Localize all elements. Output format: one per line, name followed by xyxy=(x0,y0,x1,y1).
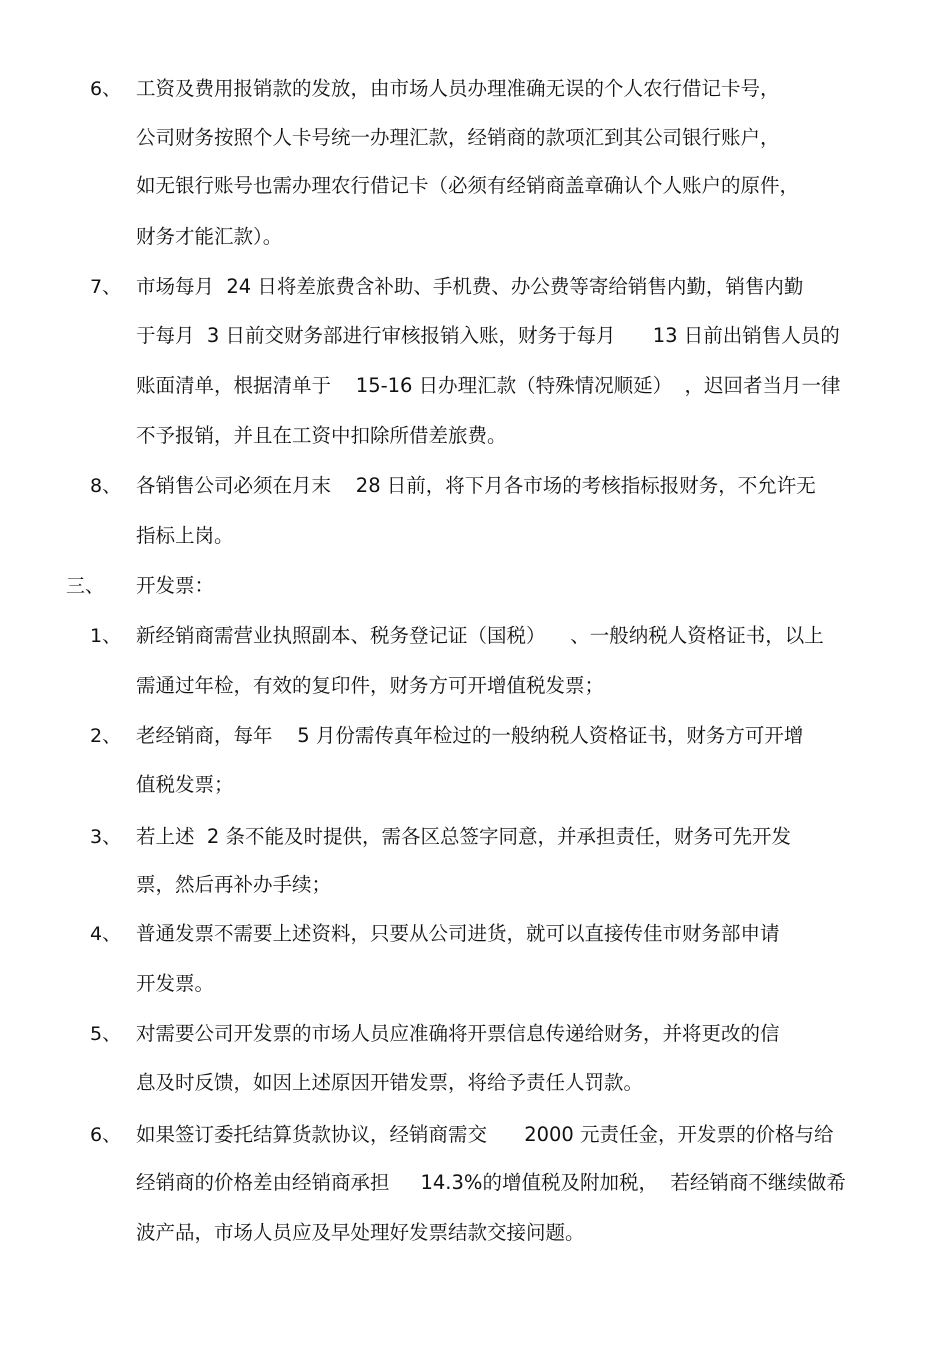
item-number: 5、 xyxy=(90,1023,122,1045)
item-text-line: 息及时反馈，如因上述原因开错发票，将给予责任人罚款。 xyxy=(136,1071,644,1094)
item-text-line: 普通发票不需要上述资料，只要从公司进货，就可以直接传佳市财务部申请 xyxy=(136,922,780,945)
item-text-line: 对需要公司开发票的市场人员应准确将开票信息传递给财务，并将更改的信 xyxy=(136,1022,780,1045)
section-number: 三、 xyxy=(66,575,105,597)
item-text-line: 如无银行账号也需办理农行借记卡（必须有经销商盖章确认个人账户的原件， xyxy=(136,174,800,197)
item-text-line: 财务才能汇款）。 xyxy=(136,225,283,248)
item-text-line: 于每月 3 日前交财务部进行审核报销入账，财务于每月 13 日前出销售人员的 xyxy=(136,324,840,347)
item-number: 1、 xyxy=(90,625,122,647)
section-title: 开发票： xyxy=(136,574,215,597)
item-text-line: 公司财务按照个人卡号统一办理汇款，经销商的款项汇到其公司银行账户， xyxy=(136,126,780,149)
item-text-line: 票，然后再补办手续； xyxy=(136,873,332,896)
item-number: 6、 xyxy=(90,78,122,100)
item-number: 6、 xyxy=(90,1124,122,1146)
item-text-line: 波产品，市场人员应及早处理好发票结款交接问题。 xyxy=(136,1221,585,1244)
item-text-line: 需通过年检，有效的复印件，财务方可开增值税发票； xyxy=(136,674,605,697)
item-text-line: 指标上岗。 xyxy=(136,524,234,547)
item-text-line: 开发票。 xyxy=(136,972,215,995)
item-text-line: 市场每月 24 日将差旅费含补助、手机费、办公费等寄给销售内勤，销售内勤 xyxy=(136,275,804,298)
item-text-line: 若上述 2 条不能及时提供，需各区总签字同意，并承担责任，财务可先开发 xyxy=(136,825,792,848)
item-text-line: 账面清单，根据清单于 15-16 日办理汇款（特殊情况顺延） ，迟回者当月一律 xyxy=(136,374,841,397)
item-text-line: 新经销商需营业执照副本、税务登记证（国税） 、一般纳税人资格证书，以上 xyxy=(136,624,824,647)
item-text-line: 老经销商，每年 5 月份需传真年检过的一般纳税人资格证书，财务方可开增 xyxy=(136,724,804,747)
item-number: 3、 xyxy=(90,826,122,848)
item-number: 8、 xyxy=(90,475,122,497)
item-number: 4、 xyxy=(90,923,122,945)
item-text-line: 各销售公司必须在月末 28 日前，将下月各市场的考核指标报财务，不允许无 xyxy=(136,474,816,497)
item-number: 7、 xyxy=(90,276,122,298)
item-text-line: 如果签订委托结算货款协议，经销商需交 2000 元责任金，开发票的价格与给 xyxy=(136,1123,834,1146)
item-text-line: 值税发票； xyxy=(136,773,234,796)
item-text-line: 不予报销，并且在工资中扣除所借差旅费。 xyxy=(136,424,507,447)
item-number: 2、 xyxy=(90,725,122,747)
item-text-line: 经销商的价格差由经销商承担 14.3%的增值税及附加税， 若经销商不继续做希 xyxy=(136,1171,846,1194)
item-text-line: 工资及费用报销款的发放，由市场人员办理准确无误的个人农行借记卡号， xyxy=(136,77,780,100)
